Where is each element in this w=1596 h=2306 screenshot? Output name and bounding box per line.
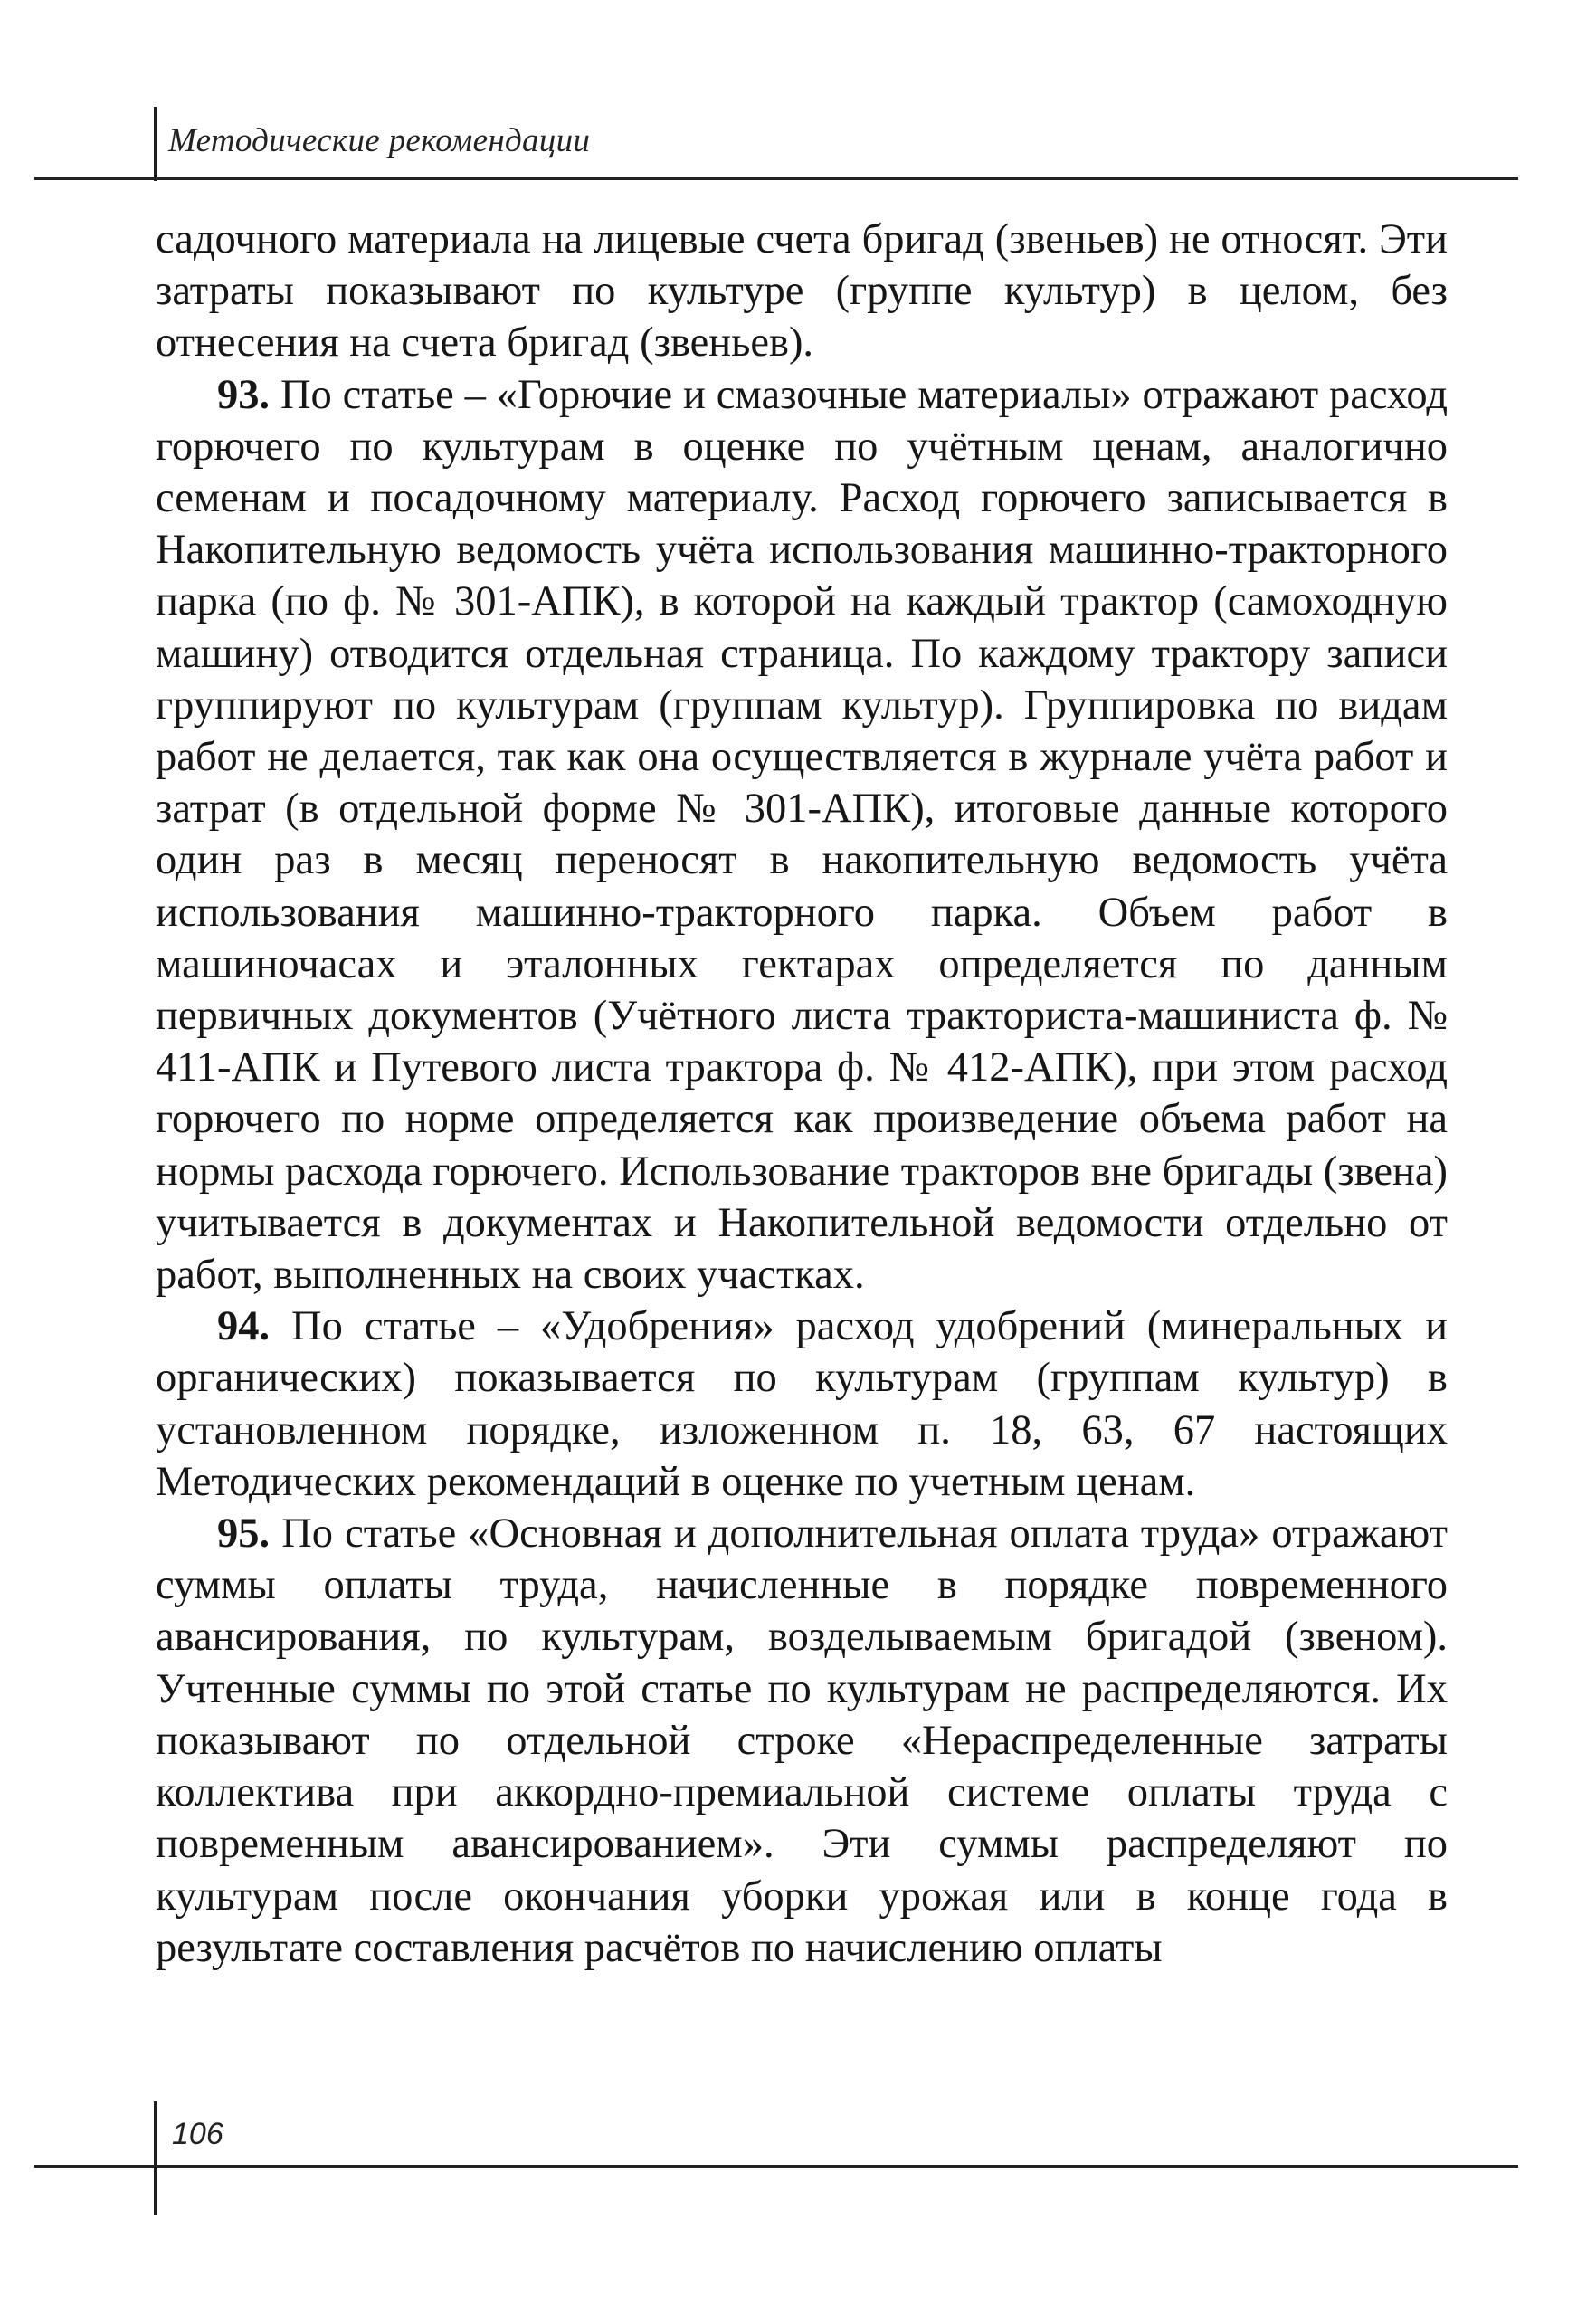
paragraph-continuation (156, 214, 1448, 369)
header-horizontal-rule (34, 177, 1518, 180)
paragraph-text: По статье – «Удобрения» расход удобрений (минеральных и органических) показывается по культурам (группам культур) в установленном порядке, изложенном п. 18, 63, 67 настоящих Методических рекомендаций в оценке по учетным ценам. (156, 1303, 1448, 1505)
header-vertical-rule (154, 107, 157, 181)
paragraph-text: По статье «Основная и дополнительная оплата труда» отражают суммы оплаты труда, начисленные в порядке повременного авансирования, по культурам, возделываемым бригадой (звеном). Учтенные суммы по этой статье по культурам не распределяются. Их показывают по отдельной строке «Нераспределенные затраты коллектива при аккордно-премиальной системе оплаты труда с повременным авансированием». Эти суммы распределяют по культурам после окончания уборки урожая или в конце года в результате составления расчётов по начислению оплаты (156, 1510, 1448, 1971)
paragraph-number: 93. (217, 371, 271, 418)
footer-horizontal-rule (34, 2165, 1518, 2168)
page-number: 106 (172, 2117, 223, 2151)
paragraph-93 (156, 369, 1448, 1301)
paragraph-number: 95. (217, 1510, 271, 1558)
running-header-title: Методические рекомендации (168, 122, 591, 159)
paragraph-number: 94. (217, 1303, 271, 1350)
paragraph-94 (156, 1301, 1448, 1508)
footer-vertical-rule (154, 2101, 157, 2215)
paragraph-text: По статье – «Горючие и смазочные материалы» отражают расход горючего по культурам в оценке по учётным ценам, аналогично семенам и посадочному материалу. Расход горючего записывается в Накопительную ведомость учёта использования машинно-тракторного парка (по ф. № 301-АПК), в которой на каждый трактор (самоходную машину) отводится отдельная страница. По каждому трактору записи группируют по культурам (группам культур). Группировка по видам работ не делается, так как она осуществляется в журнале учёта работ и затрат (в отдельной форме № 301-АПК), итоговые данные которого один раз в месяц переносят в накопительную ведомость учёта использования машинно-тракторного парка. Объем работ в машиночасах и эталонных гектарах определяется по данным первичных документов (Учётного листа тракториста-машиниста ф. № 411-АПК и Путевого листа трактора ф. № 412-АПК), при этом расход горючего по норме определяется как произведение объема работ на нормы расхода горючего. Использование тракторов вне бригады (звена) учитывается в документах и Накопительной ведомости отдельно от работ, выполненных на своих участках. (156, 371, 1448, 1299)
paragraph-95 (156, 1508, 1448, 1974)
paragraph-text: садочного материала на лицевые счета бригад (звеньев) не относят. Эти затраты показывают по культуре (группе культур) в целом, без отнесения на счета бригад (звеньев). (156, 216, 1448, 367)
body-text (156, 214, 1448, 1974)
